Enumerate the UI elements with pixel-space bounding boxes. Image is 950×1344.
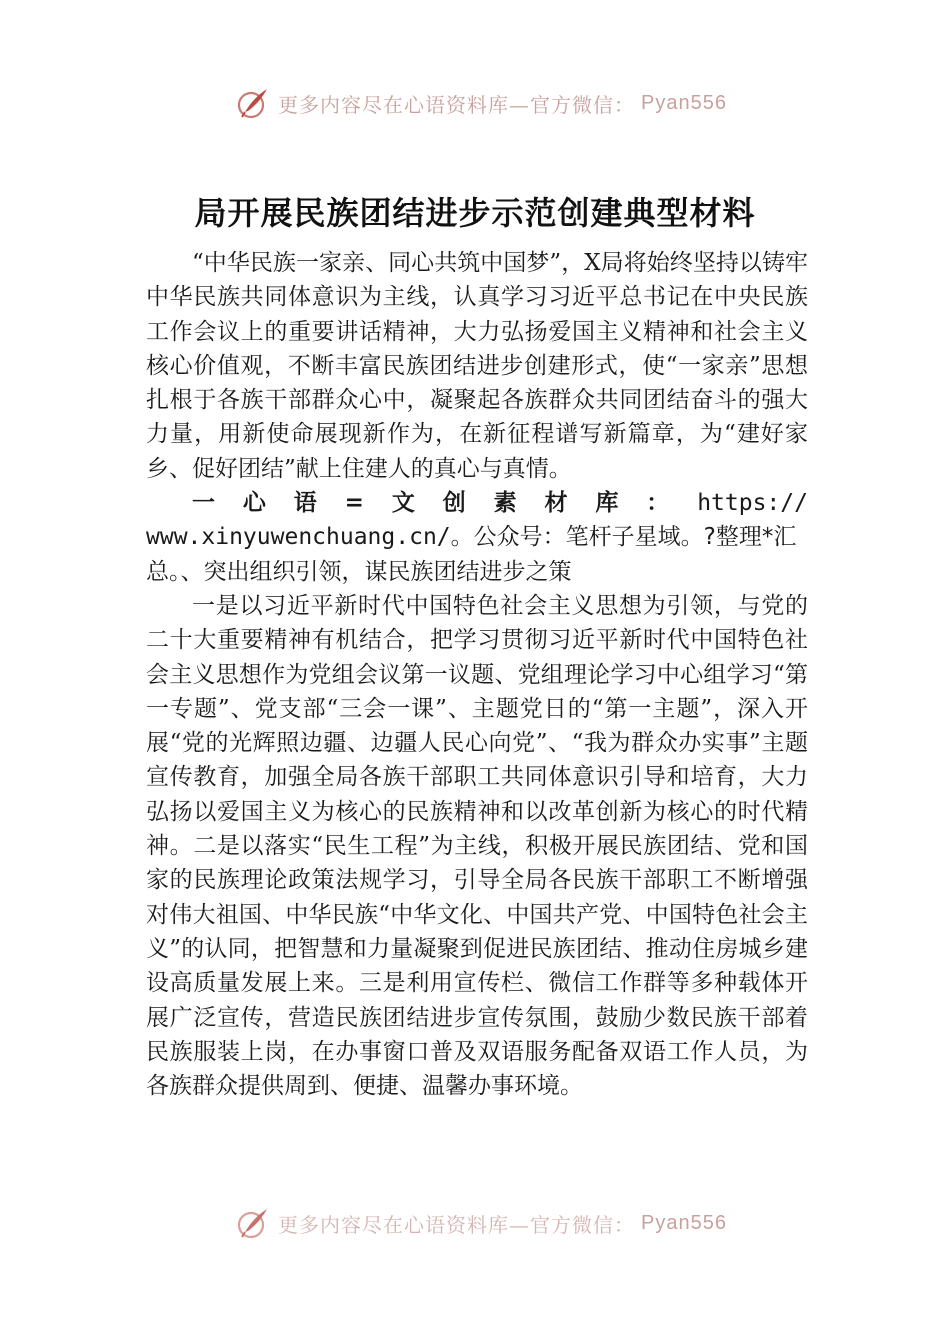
- source-char: 一: [192, 490, 215, 517]
- watermark-text: 更多内容尽在心语资料库—官方微信：: [278, 1212, 635, 1237]
- source-char: =: [344, 490, 364, 517]
- watermark-wechat-id: Pyan556: [641, 91, 727, 114]
- source-url: www.xinyuwenchuang.cn/: [146, 524, 451, 551]
- intro-paragraph: “中华民族一家亲、同心共筑中国梦”，X局将始终坚持以铸牢中华民族共同体意识为主线，认真学习习近平总书记在中央民族工作会议上的重要讲话精神，大力弘扬爱国主义精神和社会主义核心价值观，不断丰富民族团结进步创建形式，使“一家亲”思想扎根于各族干部群众心中，凝聚起各族群众共同团结奋斗的强大力量，用新使命展现新作为，在新征程谱写新篇章，为“建好家乡、促好团结”献上住建人的真心与真情。: [146, 250, 808, 482]
- section-heading: 总。、突出组织引领，谋民族团结进步之策: [146, 558, 572, 585]
- quill-logo-icon: [236, 86, 270, 120]
- source-line: [146, 486, 808, 520]
- watermark-wechat-id: Pyan556: [641, 1211, 727, 1234]
- source-char: 文: [391, 490, 415, 517]
- source-url-start: https://: [697, 490, 808, 517]
- header-watermark: [236, 86, 727, 120]
- source-char: ：: [646, 490, 670, 517]
- document-body: [146, 246, 808, 1103]
- source-char: 语: [293, 490, 317, 517]
- source-line-2: [146, 520, 808, 554]
- source-char: 素: [493, 490, 517, 517]
- document-title: 局开展民族团结进步示范创建典型材料: [194, 194, 756, 232]
- source-char: 心: [242, 490, 266, 517]
- source-char: 创: [442, 490, 466, 517]
- source-char: 库: [595, 490, 619, 517]
- footer-watermark: [236, 1206, 727, 1240]
- body-paragraph: 一是以习近平新时代中国特色社会主义思想为引领，与党的二十大重要精神有机结合，把学习贯彻习近平新时代中国特色社会主义思想作为党组会议第一议题、党组理论学习中心组学习“第一专题”、党支部“三会一课”、主题党日的“第一主题”，深入开展“党的光辉照边疆、边疆人民心向党”、“我为群众办实事”主题宣传教育，加强全局各族干部职工共同体意识引导和培育，大力弘扬以爱国主义为核心的民族精神和以改革创新为核心的时代精神。二是以落实“民生工程”为主线，积极开展民族团结、党和国家的民族理论政策法规学习，引导全局各民族干部职工不断增强对伟大祖国、中华民族“中华文化、中国共产党、中国特色社会主义”的认同，把智慧和力量凝聚到促进民族团结、推动住房城乡建设高质量发展上来。三是利用宣传栏、微信工作群等多种载体开展广泛宣传，营造民族团结进步宣传氛围，鼓励少数民族干部着民族服装上岗，在办事窗口普及双语服务配备双语工作人员，为各族群众提供周到、便捷、温馨办事环境。: [146, 592, 808, 1100]
- quill-logo-icon: [236, 1206, 270, 1240]
- source-line-2-rest: 。公众号：笔杆子星域。?整理*汇: [450, 524, 797, 551]
- watermark-text: 更多内容尽在心语资料库—官方微信：: [278, 92, 635, 117]
- source-char: 材: [544, 490, 568, 517]
